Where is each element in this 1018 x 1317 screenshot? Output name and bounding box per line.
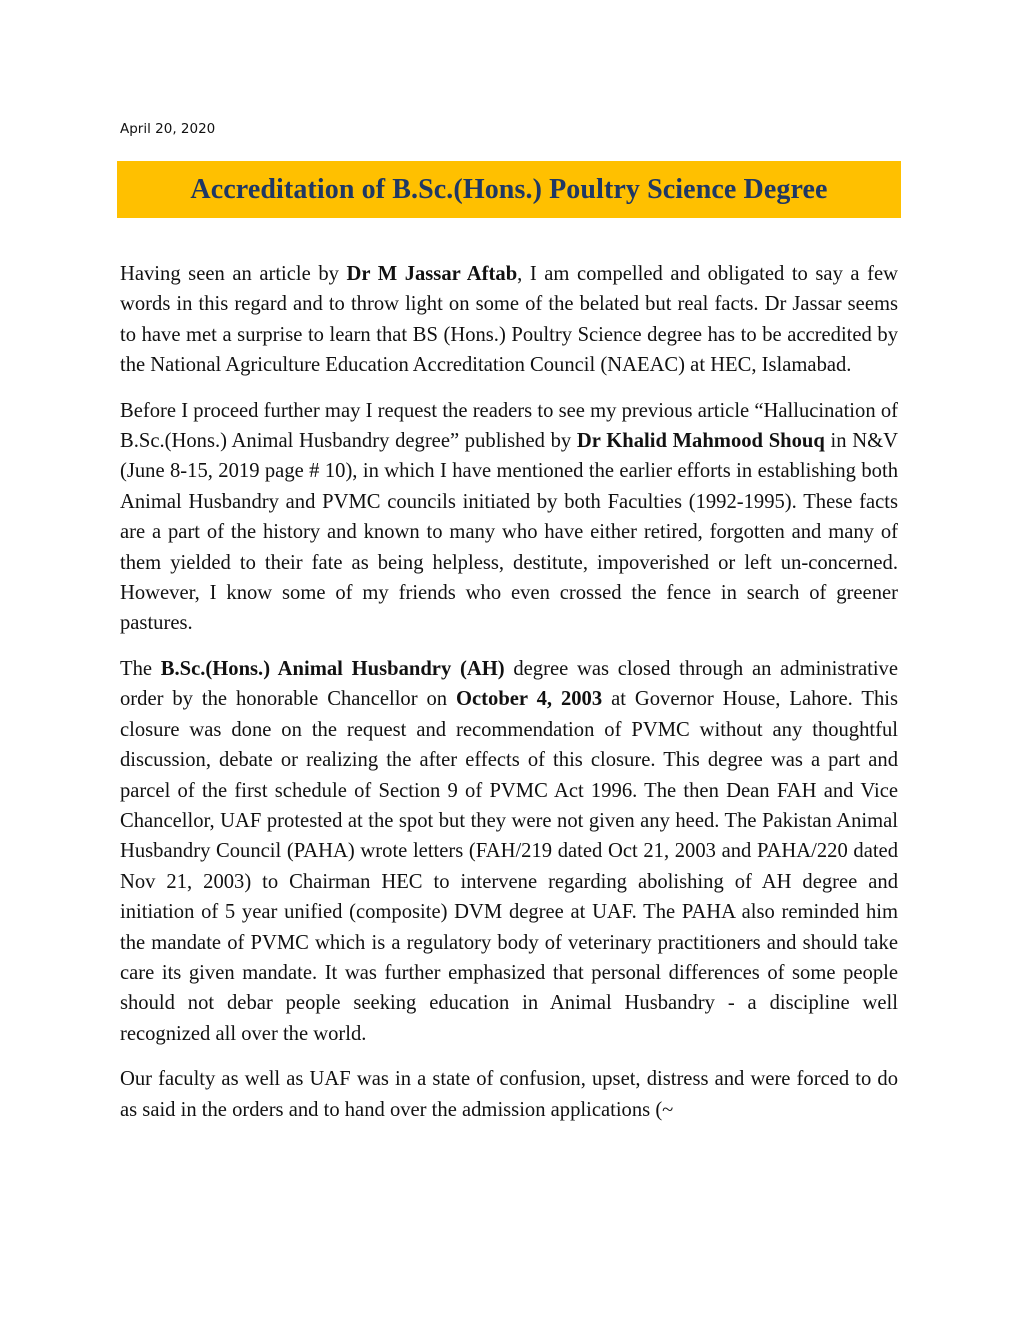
paragraph-2 — [120, 396, 898, 639]
author-name-jassar: Dr M Jassar Aftab — [346, 263, 518, 285]
paragraph-1 — [120, 259, 898, 381]
closure-date-bold: October 4, 2003 — [456, 688, 603, 711]
article-body — [120, 259, 898, 1140]
document-date: April 20, 2020 — [120, 121, 216, 137]
degree-name-bold: B.Sc.(Hons.) Animal Husbandry (AH) — [160, 657, 505, 680]
paragraph-2-text-c: in N&V (June 8-15, 2019 page # 10), in which I have mentioned the earlier efforts in establishing both Animal Husbandry and PVMC councils initiated by both Faculties (1992-1995). These facts are a part of the history and known to many who have either retired, forgotten and many of them yielded to their fate as being helpless, destitute, impoverished or left un-concerned. However, I know some of my friends who even crossed the fence in search of greener pastures. — [120, 430, 898, 635]
paragraph-3-text-e: at Governor House, Lahore. This closure was done on the request and recommendation of PVMC without any thoughtful discussion, debate or realizing the after effects of this closure. This degree was a part and parcel of the first schedule of Section 9 of PVMC Act 1996. The then Dean FAH and Vice Chancellor, UAF protested at the spot but they were not given any heed. The Pakistan Animal Husbandry Council (PAHA) wrote letters (FAH/219 dated Oct 21, 2003 and PAHA/220 dated Nov 21, 2003) to Chairman HEC to intervene regarding abolishing of AH degree and initiation of 5 year unified (composite) DVM degree at UAF. The PAHA also reminded him the mandate of PVMC which is a regulatory body of veterinary practitioners and should take care its given mandate. It was further emphasized that personal differences of some people should not debar people seeking education in Animal Husbandry - a discipline well recognized all over the world. — [120, 688, 898, 1045]
paragraph-3-text-a: The — [120, 657, 161, 680]
author-name-shouq: Dr Khalid Mahmood Shouq — [576, 430, 825, 453]
paragraph-4-text-a: Our faculty as well as UAF was in a state of confusion, upset, distress and were forced to do as said in the orders and to hand over the admission applications (~ — [120, 1068, 898, 1121]
paragraph-1-text-a: Having seen an article by — [120, 263, 347, 285]
paragraph-4 — [120, 1064, 898, 1125]
paragraph-2-text-a: Before I proceed further may I request the readers to see my previous article “Hallucination of B.Sc.(Hons.) Animal Husbandry degree” published by — [120, 399, 898, 453]
document-title: Accreditation of B.Sc.(Hons.) Poultry Science Degree — [190, 173, 828, 205]
paragraph-1-text-c: , I am compelled and obligated to say a few words in this regard and to throw light on some of the belated but real facts. Dr Jassar seems to have met a surprise to learn that BS (Hons.) Poultry Science degree has to be accredited by the National Agriculture Education Accreditation Council (NAEAC) at HEC, Islamabad. — [120, 263, 898, 377]
paragraph-3 — [120, 654, 898, 1049]
paragraph-3-text-c: degree was closed through an administrative order by the honorable Chancellor on — [120, 657, 898, 711]
title-banner — [117, 161, 901, 218]
